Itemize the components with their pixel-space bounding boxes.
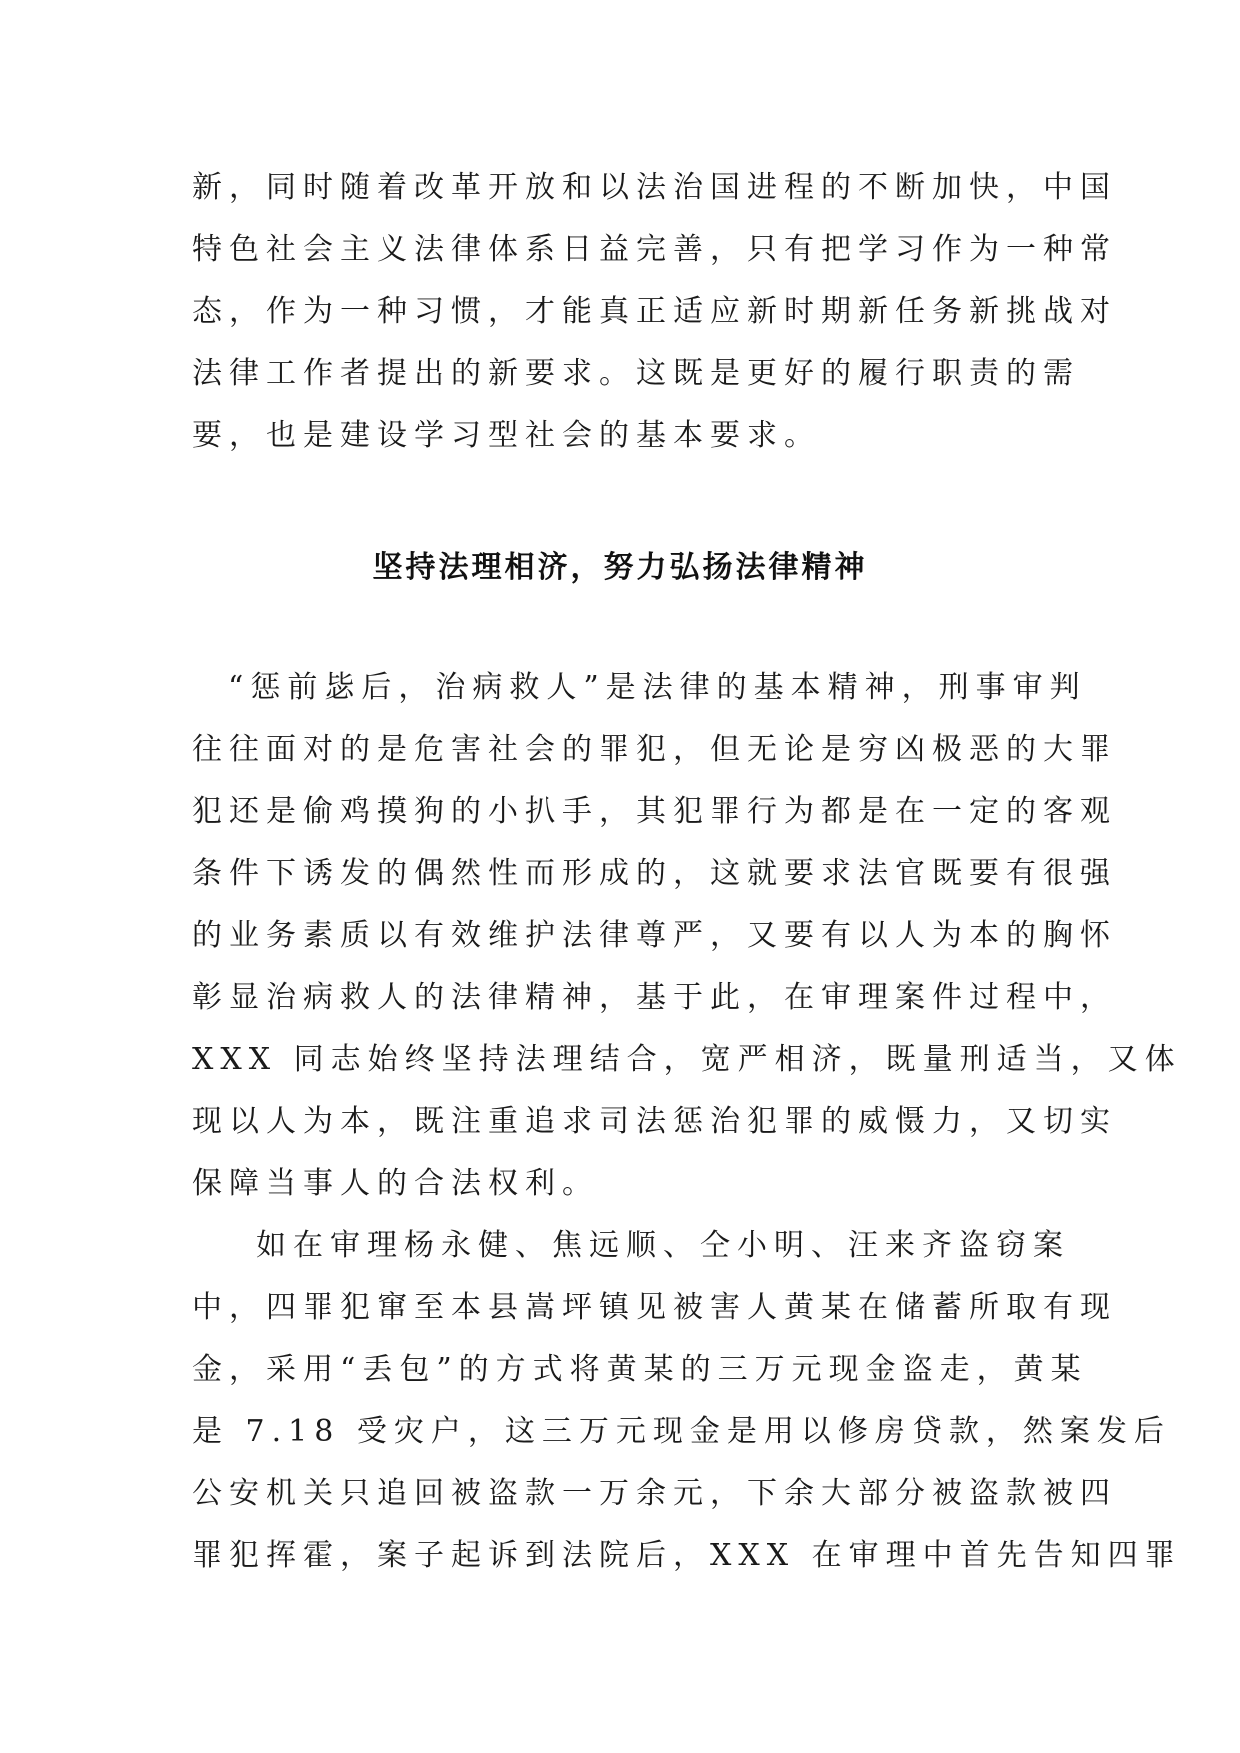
- paragraph-line: 犯还是偷鸡摸狗的小扒手，其犯罪行为都是在一定的客观: [192, 794, 1117, 829]
- paragraph-line: 如在审理杨永健、焦远顺、仝小明、汪来齐盗窃案: [256, 1228, 1070, 1263]
- paragraph-line: XXX 同志始终坚持法理结合，宽严相济，既量刑适当，又体: [192, 1042, 1182, 1077]
- paragraph-line: 现以人为本，既注重追求司法惩治犯罪的威慑力，又切实: [192, 1104, 1117, 1139]
- paragraph-line: “惩前毖后，治病救人”是法律的基本精神，刑事审判: [228, 670, 1087, 705]
- paragraph-line: 是 7.18 受灾户，这三万元现金是用以修房贷款，然案发后: [192, 1414, 1171, 1449]
- paragraph-line: 金，采用“丢包”的方式将黄某的三万元现金盗走，黄某: [192, 1352, 1088, 1387]
- paragraph-line: 法律工作者提出的新要求。这既是更好的履行职责的需: [192, 356, 1080, 391]
- paragraph-line: 条件下诱发的偶然性而形成的，这就要求法官既要有很强: [192, 856, 1117, 891]
- paragraph-line: 态，作为一种习惯，才能真正适应新时期新任务新挑战对: [192, 294, 1117, 329]
- paragraph-line: 罪犯挥霍，案子起诉到法院后，XXX 在审理中首先告知四罪: [192, 1538, 1182, 1573]
- paragraph-line: 公安机关只追回被盗款一万余元，下余大部分被盗款被四: [192, 1476, 1117, 1511]
- paragraph-line: 往往面对的是危害社会的罪犯，但无论是穷凶极恶的大罪: [192, 732, 1117, 767]
- paragraph-line: 彰显治病救人的法律精神，基于此，在审理案件过程中，: [192, 980, 1117, 1015]
- paragraph-line: 特色社会主义法律体系日益完善，只有把学习作为一种常: [192, 232, 1117, 267]
- paragraph-line: 要，也是建设学习型社会的基本要求。: [192, 418, 821, 453]
- paragraph-line: 新，同时随着改革开放和以法治国进程的不断加快，中国: [192, 170, 1117, 205]
- paragraph-line: 的业务素质以有效维护法律尊严，又要有以人为本的胸怀: [192, 918, 1117, 953]
- section-heading: 坚持法理相济，努力弘扬法律精神: [372, 550, 868, 585]
- paragraph-line: 中，四罪犯窜至本县嵩坪镇见被害人黄某在储蓄所取有现: [192, 1290, 1117, 1325]
- paragraph-line: 保障当事人的合法权利。: [192, 1166, 599, 1201]
